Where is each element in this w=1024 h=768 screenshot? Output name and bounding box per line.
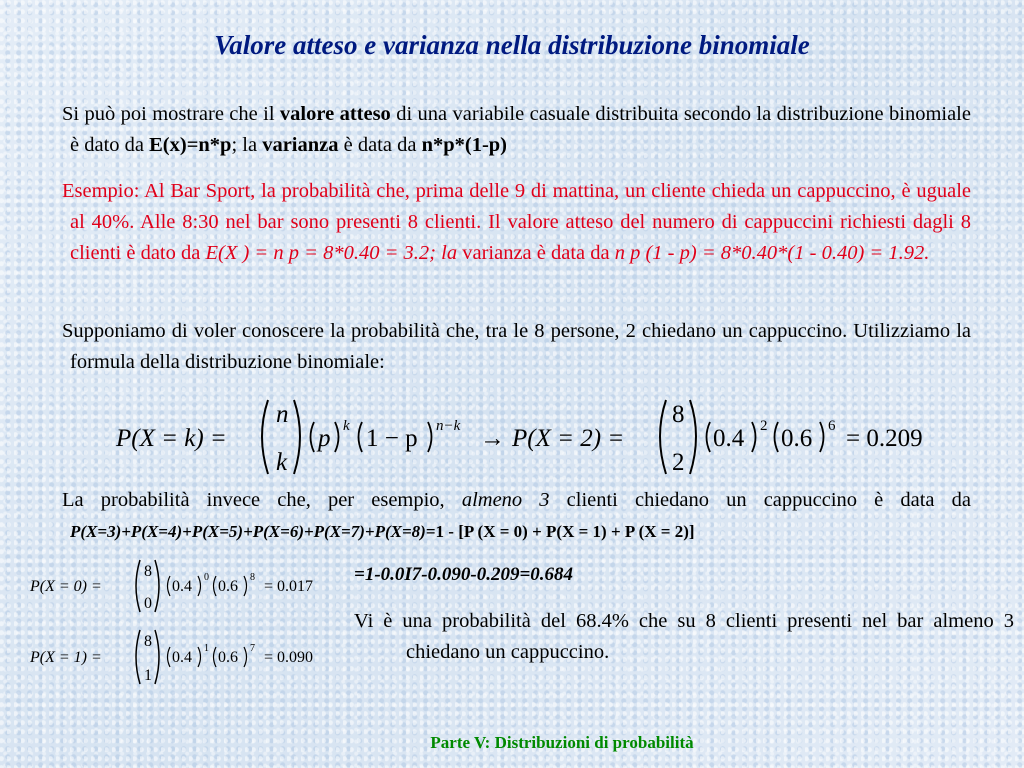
formula-lhs: P(X = 1) =	[30, 649, 102, 666]
paragraph-at-least-three	[62, 485, 971, 547]
formula-result: = 0.209	[846, 425, 923, 452]
paren	[198, 647, 201, 667]
formula-lhs: P(X = k) =	[116, 425, 227, 452]
bold-formula: E(x)=n*p	[149, 134, 232, 156]
arrow: →	[480, 425, 505, 452]
paragraph-binomial-intro	[62, 316, 971, 378]
binom-left-paren	[262, 400, 268, 474]
base: 0.4	[172, 649, 192, 666]
text-run: di una variabile casuale distribuita secondo la distribuzione binomiale è dato da	[70, 103, 971, 156]
conclusion-paragraph: Vi è una probabilità del 68.4% che su 8 clienti presenti nel bar almeno 3 chiedano un cappuccino.	[354, 610, 1014, 663]
text-run: La probabilità invece che, per esempio,	[62, 489, 462, 511]
bold-term: varianza	[262, 134, 339, 156]
binom-left-paren	[136, 560, 140, 612]
paren	[214, 576, 217, 596]
binom-top: 8	[144, 633, 152, 650]
paren	[428, 422, 432, 452]
exponent: 0	[204, 572, 209, 583]
base: 0.6	[218, 649, 238, 666]
binom-right-paren	[155, 630, 159, 684]
binom-bottom: 1	[144, 667, 152, 684]
exponent: n−k	[436, 418, 461, 434]
paren	[214, 647, 217, 667]
exponent: 8	[250, 572, 255, 583]
result-line: =1-0.0I7-0.090-0.209=0.684	[354, 564, 574, 585]
exponent: 1	[204, 643, 209, 654]
paren	[168, 576, 171, 596]
binomial-formula	[110, 390, 960, 484]
paren	[775, 422, 779, 452]
exponent: k	[343, 418, 350, 434]
paren	[752, 422, 756, 452]
formula-lhs: P(X = 2) =	[512, 425, 625, 452]
binom-bottom: 2	[672, 449, 685, 476]
binom-right-paren	[155, 560, 159, 612]
paren	[707, 422, 711, 452]
paren	[820, 422, 824, 452]
bold-formula: n*p*(1-p)	[421, 134, 508, 156]
italic-formula: E(X ) = n p = 8*0.40 = 3.2; la	[205, 242, 458, 264]
binom-top: n	[276, 401, 289, 428]
bold-term: valore atteso	[279, 103, 391, 125]
paren	[168, 647, 171, 667]
formula-result: = 0.017	[264, 578, 314, 595]
text-run: è data da	[338, 134, 422, 156]
binom-right-paren	[294, 400, 300, 474]
footer: Parte V: Distribuzioni di probabilità	[430, 733, 694, 752]
exponent: 6	[828, 418, 836, 434]
text-run: Supponiamo di voler conoscere la probabilità che, tra le 8 persone, 2 chiedano un cappuccino. Utilizziamo la formula della distribuzione binomiale:	[62, 320, 971, 373]
one-minus-p: 1 − p	[366, 425, 418, 452]
formula-p-x1	[26, 626, 346, 688]
text-run: clienti chiedano un cappuccino è data da	[549, 489, 971, 511]
paren	[359, 422, 363, 452]
base: 0.6	[218, 578, 238, 595]
base: 0.6	[781, 425, 813, 452]
exponent: 2	[760, 418, 768, 434]
formula-result: = 0.090	[264, 649, 314, 666]
slide-title: Valore atteso e varianza nella distribuzione binomiale	[214, 30, 810, 60]
formula-lhs: P(X = 0) =	[30, 578, 102, 595]
base: 0.4	[713, 425, 745, 452]
paren	[244, 647, 247, 667]
binom-right-paren	[690, 400, 696, 474]
paragraph-example	[62, 176, 971, 269]
text-run: ; la	[231, 134, 263, 156]
paren	[335, 422, 339, 452]
formula-p-x0	[26, 556, 346, 616]
binom-bottom: k	[276, 449, 288, 476]
text-run: Esempio: Al Bar Sport, la probabilità che, prima delle 9 di mattina, un cliente chieda un cappuccino, è uguale al 40%. Alle 8:30 nel bar sono presenti 8 clienti. Il valore atteso del numero di cappuccini richiesti dagli 8 clienti è dato da	[62, 180, 971, 264]
paragraph-expected-value	[62, 99, 971, 161]
binom-top: 8	[672, 401, 685, 428]
binom-top: 8	[144, 563, 152, 580]
bold-formula: =1 - [P (X = 0) + P(X = 1) + P (X = 2)]	[425, 522, 695, 541]
bold-italic-formula: P(X=3)+P(X=4)+P(X=5)+P(X=6)+P(X=7)+P(X=8)	[70, 522, 426, 541]
italic-term: almeno 3	[461, 489, 550, 511]
base: 0.4	[172, 578, 192, 595]
binom-left-paren	[660, 400, 666, 474]
text-run: Si può poi mostrare che il	[62, 103, 280, 125]
text-run: varianza è data da	[457, 242, 615, 264]
prob-p: p	[318, 425, 331, 452]
binom-bottom: 0	[144, 595, 152, 612]
binom-left-paren	[136, 630, 140, 684]
exponent: 7	[250, 643, 255, 654]
paren	[198, 576, 201, 596]
italic-formula: n p (1 - p) = 8*0.40*(1 - 0.40) = 1.92.	[614, 242, 930, 264]
paren	[311, 422, 315, 452]
paren	[244, 576, 247, 596]
